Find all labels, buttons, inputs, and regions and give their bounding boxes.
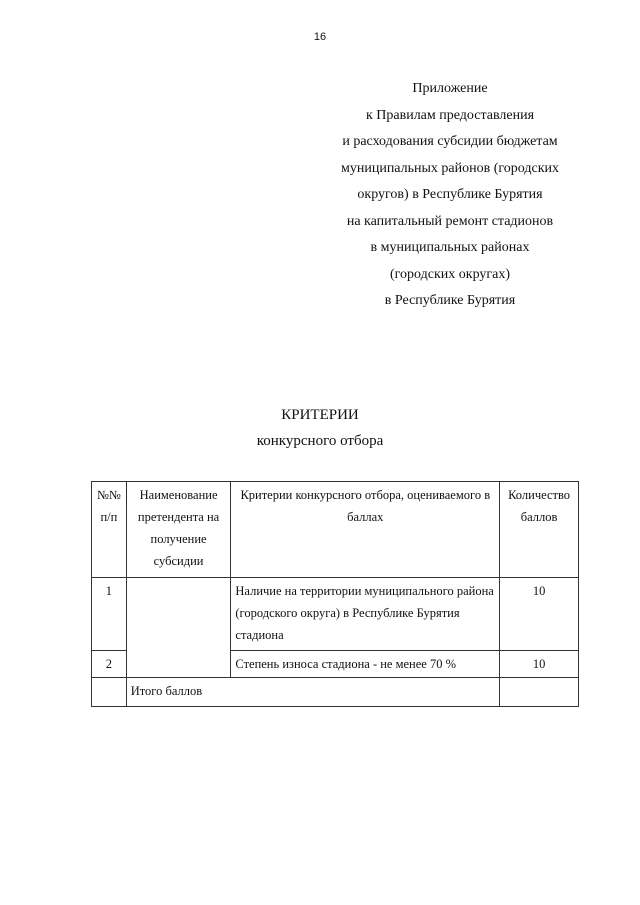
table-header-row: [92, 482, 579, 578]
row-criteria: Степень износа стадиона - не менее 70 %: [231, 651, 500, 678]
appendix-heading: [320, 76, 580, 315]
appendix-line: муниципальных районов (городских: [340, 160, 560, 176]
row-num: 1: [92, 578, 127, 651]
appendix-line: и расходования субсидии бюджетам: [342, 134, 558, 149]
total-label: Итого баллов: [126, 678, 499, 707]
header-num: №№ п/п: [92, 482, 127, 578]
appendix-line: Приложение: [412, 81, 488, 96]
appendix-line: к Правилам предоставления: [365, 107, 535, 123]
table-row: [92, 578, 579, 651]
row-criteria: Наличие на территории муниципального района (городского округа) в Республике Бурятия стадиона: [231, 578, 500, 651]
table-total-row: [92, 678, 579, 707]
applicant-name-cell: [126, 578, 231, 678]
appendix-line: (городских округах): [389, 266, 511, 282]
title-sub: конкурсного отбора: [256, 433, 384, 449]
row-points: 10: [500, 578, 579, 651]
row-num: 2: [92, 651, 127, 678]
title-main: КРИТЕРИИ: [281, 407, 359, 423]
appendix-line: в муниципальных районах: [370, 240, 530, 255]
appendix-line: на капитальный ремонт стадионов: [346, 213, 554, 229]
row-points: 10: [500, 651, 579, 678]
document-title: [0, 402, 640, 454]
header-points: Количество баллов: [500, 482, 579, 578]
page-number: 16: [313, 31, 327, 43]
appendix-line: в Республике Бурятия: [384, 293, 516, 308]
total-num-cell: [92, 678, 127, 707]
header-name: Наименование претендента на получение субсидии: [126, 482, 231, 578]
criteria-table: [91, 481, 579, 707]
total-points-cell: [500, 678, 579, 707]
appendix-line: округов) в Республике Бурятия: [357, 187, 543, 202]
header-criteria: Критерии конкурсного отбора, оцениваемого в баллах: [231, 482, 500, 578]
